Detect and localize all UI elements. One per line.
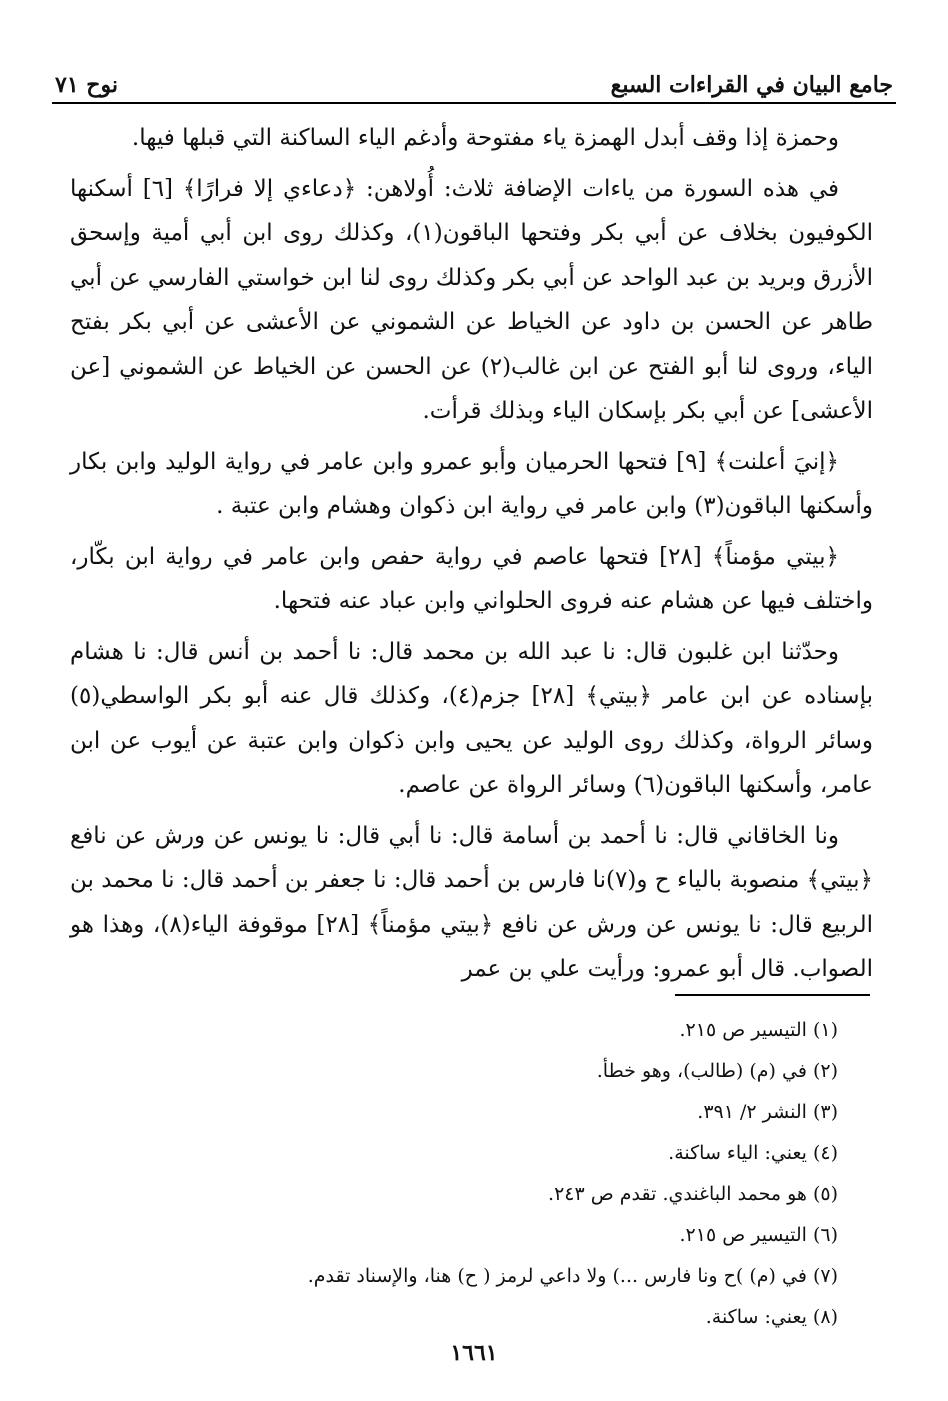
footnote: (٣) النشر ٢/ ٣٩١. (697, 1101, 838, 1123)
book-title: جامع البيان في القراءات السبع (610, 72, 893, 98)
paragraph: ﴿إنيَ أعلنت﴾ [٩] فتحها الحرميان وأبو عمرو وابن عامر في رواية الوليد وابن بكار وأسكنها الباقون(٣) وابن عامر في رواية ابن ذكوان وهشام وابن عتبة . (70, 448, 873, 519)
footnote: (٥) هو محمد الباغندي. تقدم ص ٢٤٣. (548, 1183, 838, 1205)
chapter-page-label: نوح ٧١ (55, 72, 118, 98)
paragraph: في هذه السورة من ياءات الإضافة ثلاث: أُولاهن: ﴿دعاءي إلا فرارًا﴾ [٦] أسكنها الكوفيون بخلاف عن أبي بكر وفتحها الباقون(١)، وكذلك روى ابن أبي أمية وإسحق الأزرق وبريد بن عبد الواحد عن أبي بكر وكذلك روى لنا ابن خواستي الفارسي عن أبي طاهر عن الحسن بن داود عن الخياط عن الشموني عن الأعشى عن أبي بكر بفتح الياء، وروى لنا أبو الفتح عن ابن غالب(٢) عن الحسن عن الخياط عن الشموني [عن الأعشى] عن أبي بكر بإسكان الياء وبذلك قرأت. (70, 175, 874, 424)
footnote: (٧) في (م) )ح ونا فارس ...) ولا داعي لرمز ( ح) هنا، والإسناد تقدم. (307, 1265, 838, 1287)
footnote: (١) التيسير ص ٢١٥. (679, 1019, 838, 1041)
footnote-divider (675, 994, 870, 996)
main-text (70, 116, 873, 998)
footnote: (٨) يعني: ساكنة. (705, 1306, 838, 1328)
header-divider (52, 102, 896, 104)
paragraph: وحمزة إذا وقف أبدل الهمزة ياء مفتوحة وأدغم الياء الساكنة التي قبلها فيها. (131, 125, 839, 151)
paragraph: وحدّثنا ابن غلبون قال: نا عبد الله بن محمد قال: نا أحمد بن أنس قال: نا هشام بإسناده عن ابن عامر ﴿بيتي﴾ [٢٨] جزم(٤)، وكذلك قال عنه أبو بكر الواسطي(٥) وسائر الرواة، وكذلك روى الوليد عن يحيى وابن ذكوان وابن عتبة عن أيوب عن ابن عامر، وأسكنها الباقون(٦) وسائر الرواة عن عاصم. (70, 638, 873, 798)
footnote: (٦) التيسير ص ٢١٥. (679, 1224, 838, 1246)
paragraph: ونا الخاقاني قال: نا أحمد بن أسامة قال: نا أبي قال: نا يونس عن ورش عن نافع ﴿بيتي﴾ منصوبة بالياء ح و(٧)نا فارس بن أحمد قال: نا جعفر بن أحمد قال: نا محمد بن الربيع قال: نا يونس عن ورش عن نافع ﴿بيتي مؤمناً﴾ [٢٨] موقوفة الياء(٨)، وهذا هو الصواب. قال أبو عمرو: ورأيت علي بن عمر (70, 822, 874, 982)
paragraph: ﴿بيتي مؤمناً﴾ [٢٨] فتحها عاصم في رواية حفص وابن عامر في رواية ابن بكّار، واختلف فيها عن هشام عنه فروى الحلواني وابن عباد عنه فتحها. (70, 543, 873, 614)
footnote: (٢) في (م) (طالب)، وهو خطأ. (596, 1060, 838, 1082)
footnote: (٤) يعني: الياء ساكنة. (668, 1142, 838, 1164)
page-number: ١٦٦١ (450, 1340, 498, 1366)
running-header (55, 62, 893, 98)
footnotes (60, 1010, 838, 1338)
